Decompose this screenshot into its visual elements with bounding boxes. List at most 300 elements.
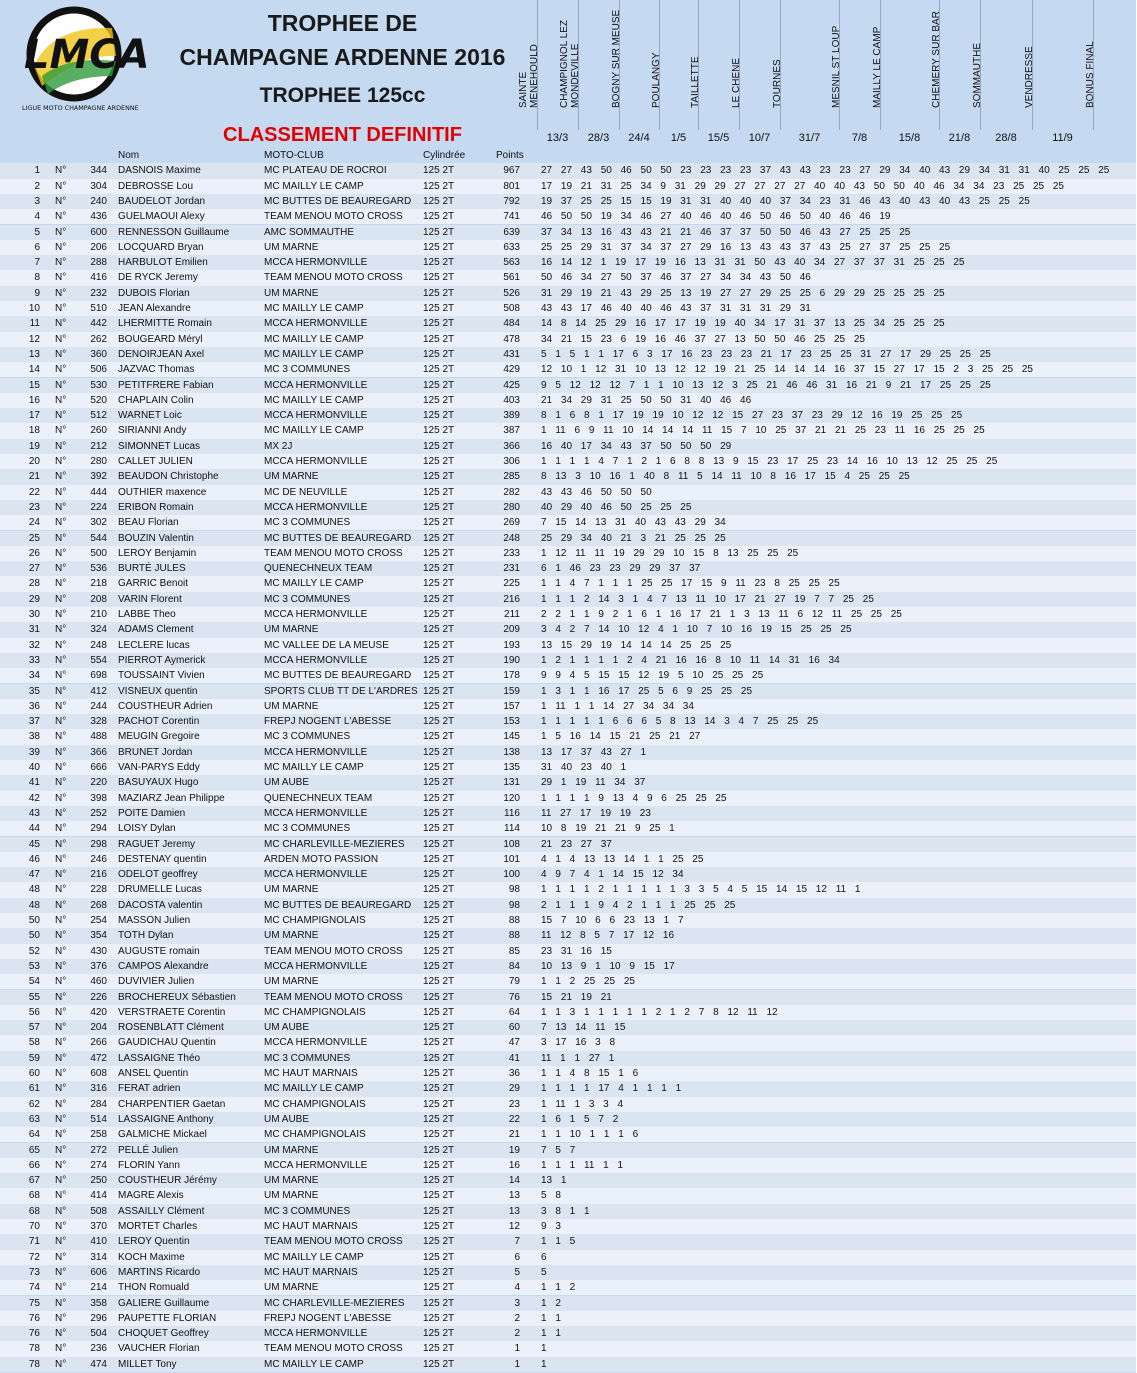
cell-race-scores: 1 1 1 1 9 13 4 9 6 25 25 25 bbox=[541, 792, 727, 804]
cell-points: 157 bbox=[503, 700, 520, 712]
cell-class: 125 2T bbox=[423, 471, 455, 483]
cell-rider-name: ASSAILLY Clément bbox=[118, 1205, 205, 1217]
table-row bbox=[0, 500, 1136, 515]
cell-club: MC MAILLY LE CAMP bbox=[264, 394, 364, 406]
cell-rank: 67 bbox=[28, 1175, 40, 1187]
cell-class: 125 2T bbox=[423, 1205, 455, 1217]
cell-club: MCCA HERMONVILLE bbox=[264, 869, 368, 881]
cell-points: 85 bbox=[508, 945, 520, 957]
cell-class: 125 2T bbox=[423, 1037, 455, 1049]
cell-race-scores: 2 2 1 1 9 2 1 6 1 16 17 21 1 3 13 11 6 12 11 25 25 25 bbox=[541, 609, 902, 620]
table-row bbox=[0, 928, 1136, 943]
cell-club: UM AUBE bbox=[264, 1113, 310, 1125]
title-line-1: TROPHEE DE bbox=[267, 10, 418, 36]
cell-rank: 1 bbox=[34, 165, 40, 177]
cell-class: 125 2T bbox=[423, 547, 455, 559]
cell-club: UM AUBE bbox=[264, 1022, 310, 1034]
table-row bbox=[0, 668, 1136, 683]
cell-no-label: N° bbox=[55, 838, 67, 850]
cell-class: 125 2T bbox=[423, 685, 455, 697]
logo-text: LMCA bbox=[24, 32, 150, 78]
cell-club: MC HAUT MARNAIS bbox=[264, 1266, 358, 1278]
cell-no-label: N° bbox=[55, 272, 67, 284]
table-row bbox=[0, 408, 1136, 423]
cell-race-scores: 3 17 16 3 8 bbox=[541, 1037, 616, 1049]
cell-points: 79 bbox=[508, 976, 520, 988]
cell-rank: 43 bbox=[28, 807, 40, 819]
cell-number: 500 bbox=[90, 547, 107, 559]
cell-points: 2 bbox=[514, 1328, 520, 1340]
cell-class: 125 2T bbox=[423, 899, 455, 911]
cell-club: UM MARNE bbox=[264, 241, 319, 253]
table-row bbox=[0, 225, 1136, 240]
cell-rider-name: BROCHEREUX Sébastien bbox=[118, 991, 236, 1003]
cell-points: 84 bbox=[508, 960, 520, 972]
table-row bbox=[0, 1051, 1136, 1066]
cell-rank: 53 bbox=[28, 960, 40, 972]
cell-class: 125 2T bbox=[423, 211, 455, 223]
cell-club: MC MAILLY LE CAMP bbox=[264, 303, 364, 314]
cell-rank: 65 bbox=[28, 1144, 40, 1156]
cell-rank: 62 bbox=[28, 1098, 40, 1110]
cell-points: 967 bbox=[503, 165, 520, 177]
cell-class: 125 2T bbox=[423, 1175, 455, 1187]
cell-rider-name: GARRIC Benoit bbox=[118, 578, 189, 590]
cell-rank: 12 bbox=[28, 333, 40, 345]
cell-race-scores: 16 40 17 34 43 37 50 50 50 29 bbox=[541, 440, 732, 452]
table-row bbox=[0, 1234, 1136, 1249]
table-row bbox=[0, 821, 1136, 836]
cell-rank: 6 bbox=[34, 241, 40, 253]
cell-no-label: N° bbox=[55, 1221, 67, 1232]
table-row bbox=[0, 301, 1136, 316]
race-date: 10/7 bbox=[748, 132, 771, 144]
race-name: TAILLETTE bbox=[690, 56, 701, 108]
cell-race-scores: 13 1 bbox=[541, 1175, 567, 1187]
cell-race-scores: 25 29 34 40 21 3 21 25 25 25 bbox=[541, 532, 726, 544]
table-row bbox=[0, 729, 1136, 744]
cell-rider-name: FERAT adrien bbox=[118, 1083, 181, 1095]
cell-club: MC MAILLY LE CAMP bbox=[264, 1358, 364, 1370]
cell-club: UM MARNE bbox=[264, 287, 319, 299]
cell-rider-name: SIRIANNI Andy bbox=[118, 425, 187, 437]
cell-class: 125 2T bbox=[423, 1022, 455, 1034]
cell-no-label: N° bbox=[55, 318, 67, 330]
cell-club: QUENECHNEUX TEAM bbox=[264, 563, 373, 575]
cell-number: 474 bbox=[90, 1358, 107, 1370]
cell-race-scores: 1 1 1 1 1 6 6 6 5 8 13 14 3 4 7 25 25 25 bbox=[541, 716, 819, 728]
cell-race-scores: 3 8 1 1 bbox=[541, 1205, 590, 1217]
cell-class: 125 2T bbox=[423, 318, 455, 330]
cell-class: 125 2T bbox=[423, 1297, 455, 1309]
cell-club: UM MARNE bbox=[264, 1282, 319, 1294]
cell-points: 366 bbox=[503, 440, 520, 452]
table-row bbox=[0, 332, 1136, 347]
table-row bbox=[0, 1280, 1136, 1295]
cell-rider-name: MAZIARZ Jean Philippe bbox=[118, 792, 225, 804]
cell-points: 131 bbox=[503, 777, 520, 789]
cell-rider-name: TOTH Dylan bbox=[118, 930, 174, 942]
cell-rider-name: PELLÉ Julien bbox=[118, 1144, 179, 1156]
cell-number: 512 bbox=[90, 410, 107, 422]
cell-number: 260 bbox=[90, 425, 107, 437]
cell-rank: 31 bbox=[28, 624, 40, 636]
cell-club: MCCA HERMONVILLE bbox=[264, 1328, 368, 1340]
cell-club: MCCA HERMONVILLE bbox=[264, 318, 368, 330]
cell-no-label: N° bbox=[55, 777, 67, 789]
cell-club: AMC SOMMAUTHE bbox=[264, 226, 354, 238]
cell-class: 125 2T bbox=[423, 654, 455, 666]
cell-race-scores: 1 11 1 1 14 27 34 34 34 bbox=[541, 700, 694, 712]
cell-rank: 5 bbox=[34, 226, 40, 238]
cell-race-scores: 1 1 1 11 1 1 bbox=[541, 1159, 624, 1171]
cell-club: TEAM MENOU MOTO CROSS bbox=[264, 547, 403, 559]
cell-rider-name: GALIERE Guillaume bbox=[118, 1297, 210, 1309]
cell-number: 248 bbox=[90, 639, 107, 651]
table-row bbox=[0, 745, 1136, 760]
cell-points: 633 bbox=[503, 241, 520, 253]
header-points: Points bbox=[496, 150, 524, 161]
cell-rank: 14 bbox=[28, 364, 40, 376]
cell-rider-name: PETITFRERE Fabian bbox=[118, 379, 214, 391]
table-row bbox=[0, 990, 1136, 1005]
cell-rider-name: ADAMS Clement bbox=[118, 624, 194, 636]
cell-race-scores: 43 43 46 50 50 50 bbox=[541, 486, 652, 498]
cell-rank: 39 bbox=[28, 746, 40, 758]
cell-rider-name: ODELOT geoffrey bbox=[118, 869, 198, 881]
cell-class: 125 2T bbox=[423, 1236, 455, 1248]
cell-race-scores: 1 11 1 3 3 4 bbox=[541, 1098, 624, 1110]
cell-rider-name: BEAUDON Christophe bbox=[118, 471, 219, 483]
table-row bbox=[0, 791, 1136, 806]
cell-number: 266 bbox=[90, 1037, 107, 1049]
cell-rank: 46 bbox=[28, 853, 40, 865]
cell-number: 244 bbox=[90, 700, 107, 712]
cell-number: 304 bbox=[90, 180, 107, 192]
cell-number: 354 bbox=[90, 930, 107, 942]
cell-points: 639 bbox=[503, 226, 520, 238]
cell-rank: 15 bbox=[28, 379, 40, 391]
cell-club: TEAM MENOU MOTO CROSS bbox=[264, 1236, 403, 1248]
cell-points: 153 bbox=[503, 716, 520, 728]
cell-no-label: N° bbox=[55, 257, 67, 269]
cell-race-scores: 1 1 2 bbox=[541, 1282, 576, 1294]
cell-club: MCCA HERMONVILLE bbox=[264, 456, 368, 467]
cell-rider-name: THON Romuald bbox=[118, 1282, 190, 1294]
cell-club: MC 3 COMMUNES bbox=[264, 517, 351, 529]
cell-no-label: N° bbox=[55, 379, 67, 391]
cell-no-label: N° bbox=[55, 211, 67, 223]
table-row bbox=[0, 515, 1136, 530]
cell-class: 125 2T bbox=[423, 1098, 455, 1110]
cell-class: 125 2T bbox=[423, 501, 455, 513]
cell-number: 294 bbox=[90, 823, 107, 835]
cell-number: 608 bbox=[90, 1068, 107, 1079]
cell-race-scores: 1 1 bbox=[541, 1328, 561, 1340]
cell-class: 125 2T bbox=[423, 425, 455, 437]
cell-class: 125 2T bbox=[423, 915, 455, 926]
cell-race-scores: 1 12 11 11 19 29 29 10 15 8 13 25 25 25 bbox=[541, 547, 799, 559]
cell-club: MCCA HERMONVILLE bbox=[264, 1037, 368, 1049]
cell-club: FREPJ NOGENT L'ABESSE bbox=[264, 716, 392, 728]
cell-no-label: N° bbox=[55, 394, 67, 406]
cell-class: 125 2T bbox=[423, 1190, 455, 1202]
cell-number: 606 bbox=[90, 1266, 107, 1278]
cell-no-label: N° bbox=[55, 685, 67, 697]
cell-rank: 24 bbox=[28, 517, 40, 529]
cell-rank: 4 bbox=[34, 211, 40, 223]
cell-class: 125 2T bbox=[423, 823, 455, 835]
cell-rank: 20 bbox=[28, 456, 40, 467]
cell-points: 225 bbox=[503, 578, 520, 590]
cell-rider-name: DUBOIS Florian bbox=[118, 287, 190, 299]
cell-number: 212 bbox=[90, 440, 107, 452]
cell-race-scores: 6 bbox=[541, 1251, 547, 1263]
cell-race-scores: 10 13 9 1 10 9 15 17 bbox=[541, 960, 675, 972]
cell-number: 410 bbox=[90, 1236, 107, 1248]
race-date: 28/8 bbox=[995, 132, 1017, 144]
cell-class: 125 2T bbox=[423, 456, 455, 467]
cell-race-scores: 7 13 14 11 15 bbox=[541, 1022, 626, 1034]
cell-number: 506 bbox=[90, 364, 107, 376]
cell-number: 698 bbox=[90, 670, 107, 682]
cell-no-label: N° bbox=[55, 731, 67, 743]
cell-class: 125 2T bbox=[423, 624, 455, 636]
cell-club: MC MAILLY LE CAMP bbox=[264, 762, 364, 773]
cell-rank: 32 bbox=[28, 639, 40, 651]
cell-number: 444 bbox=[90, 486, 107, 498]
cell-number: 220 bbox=[90, 777, 107, 789]
cell-rank: 47 bbox=[28, 869, 40, 881]
cell-rank: 78 bbox=[28, 1343, 40, 1355]
cell-class: 125 2T bbox=[423, 746, 455, 758]
cell-race-scores: 21 34 29 31 25 50 50 31 40 46 46 bbox=[541, 394, 752, 406]
cell-club: MC BUTTES DE BEAUREGARD bbox=[264, 899, 412, 911]
cell-points: 13 bbox=[508, 1205, 520, 1217]
cell-rider-name: BASUYAUX Hugo bbox=[118, 777, 199, 789]
cell-number: 280 bbox=[90, 456, 107, 467]
cell-points: 23 bbox=[508, 1098, 520, 1110]
cell-rider-name: BOUGEARD Méryl bbox=[118, 333, 203, 345]
cell-race-scores: 23 31 16 15 bbox=[541, 945, 612, 957]
cell-rank: 64 bbox=[28, 1129, 40, 1141]
cell-class: 125 2T bbox=[423, 853, 455, 865]
cell-number: 442 bbox=[90, 318, 107, 330]
cell-points: 285 bbox=[503, 471, 520, 483]
race-date: 7/8 bbox=[851, 132, 868, 144]
table-row bbox=[0, 1066, 1136, 1081]
cell-rank: 28 bbox=[28, 578, 40, 590]
race-date: 24/4 bbox=[628, 132, 650, 144]
cell-points: 248 bbox=[503, 532, 520, 544]
cell-number: 210 bbox=[90, 609, 107, 620]
cell-rank: 68 bbox=[28, 1190, 40, 1202]
cell-no-label: N° bbox=[55, 654, 67, 666]
cell-no-label: N° bbox=[55, 1358, 67, 1370]
cell-rank: 50 bbox=[28, 915, 40, 926]
title-line-4: CLASSEMENT DEFINITIF bbox=[223, 124, 462, 146]
cell-number: 250 bbox=[90, 1175, 107, 1187]
cell-no-label: N° bbox=[55, 456, 67, 467]
cell-number: 414 bbox=[90, 1190, 107, 1202]
cell-race-scores: 1 1 4 8 15 1 6 bbox=[541, 1068, 639, 1079]
race-name: SAINTE MENEHOULD bbox=[518, 44, 540, 108]
race-date: 13/3 bbox=[546, 132, 569, 144]
cell-number: 324 bbox=[90, 624, 107, 636]
cell-club: MC 3 COMMUNES bbox=[264, 731, 351, 743]
cell-rider-name: DUVIVIER Julien bbox=[118, 976, 195, 988]
table-row bbox=[0, 1173, 1136, 1188]
cell-race-scores: 4 1 4 13 13 14 1 1 25 25 bbox=[541, 853, 704, 865]
cell-class: 125 2T bbox=[423, 670, 455, 682]
cell-rank: 45 bbox=[28, 838, 40, 850]
cell-race-scores: 13 17 37 43 27 1 bbox=[541, 746, 647, 758]
cell-points: 280 bbox=[503, 501, 520, 513]
cell-race-scores: 1 2 1 1 1 1 2 4 21 16 16 8 10 11 14 31 16 34 bbox=[541, 654, 840, 666]
cell-club: MC MAILLY LE CAMP bbox=[264, 348, 364, 360]
cell-rider-name: AUGUSTE romain bbox=[118, 945, 200, 957]
cell-race-scores: 21 23 27 37 bbox=[541, 838, 612, 850]
cell-club: UM AUBE bbox=[264, 777, 310, 789]
cell-race-scores: 31 40 23 40 1 bbox=[541, 762, 627, 773]
cell-class: 125 2T bbox=[423, 960, 455, 972]
cell-rank: 27 bbox=[28, 563, 40, 575]
cell-rank: 11 bbox=[29, 318, 40, 330]
cell-no-label: N° bbox=[55, 1037, 67, 1049]
table-row bbox=[0, 867, 1136, 882]
table-row bbox=[0, 1097, 1136, 1112]
cell-race-scores: 5 bbox=[541, 1266, 547, 1278]
cell-number: 358 bbox=[90, 1297, 107, 1309]
table-row bbox=[0, 775, 1136, 790]
cell-race-scores: 6 1 46 23 23 29 29 37 37 bbox=[541, 563, 701, 575]
cell-rank: 3 bbox=[34, 195, 40, 207]
cell-number: 254 bbox=[90, 915, 107, 926]
header-club: MOTO-CLUB bbox=[264, 150, 324, 161]
cell-points: 269 bbox=[503, 517, 520, 529]
cell-points: 98 bbox=[508, 884, 520, 896]
cell-class: 125 2T bbox=[423, 257, 455, 269]
cell-points: 114 bbox=[504, 823, 520, 835]
cell-class: 125 2T bbox=[423, 563, 455, 575]
cell-no-label: N° bbox=[55, 1083, 67, 1095]
cell-rank: 54 bbox=[28, 976, 40, 988]
cell-points: 145 bbox=[503, 731, 520, 743]
cell-points: 88 bbox=[508, 930, 520, 942]
cell-points: 5 bbox=[514, 1266, 520, 1278]
cell-club: MC CHARLEVILLE-MEZIERES bbox=[264, 1297, 405, 1309]
cell-rank: 50 bbox=[28, 930, 40, 942]
cell-number: 666 bbox=[90, 762, 107, 773]
cell-rank: 72 bbox=[28, 1251, 40, 1263]
cell-club: MCCA HERMONVILLE bbox=[264, 807, 368, 819]
cell-class: 125 2T bbox=[423, 1144, 455, 1156]
table-row bbox=[0, 286, 1136, 301]
cell-club: MCCA HERMONVILLE bbox=[264, 654, 368, 666]
cell-class: 125 2T bbox=[423, 180, 455, 192]
cell-rank: 76 bbox=[28, 1312, 40, 1324]
cell-no-label: N° bbox=[55, 501, 67, 513]
cell-number: 412 bbox=[90, 685, 107, 697]
cell-race-scores: 29 1 19 11 34 37 bbox=[541, 777, 646, 789]
cell-class: 125 2T bbox=[423, 700, 455, 712]
cell-points: 425 bbox=[503, 379, 520, 391]
race-date: 1/5 bbox=[670, 132, 687, 144]
table-row bbox=[0, 362, 1136, 377]
cell-number: 316 bbox=[90, 1083, 107, 1095]
cell-points: 12 bbox=[508, 1221, 520, 1232]
cell-points: 13 bbox=[508, 1190, 520, 1202]
cell-points: 429 bbox=[503, 364, 520, 376]
cell-class: 125 2T bbox=[423, 364, 455, 376]
cell-number: 314 bbox=[90, 1251, 107, 1263]
cell-rank: 29 bbox=[28, 593, 40, 605]
cell-club: MC CHAMPIGNOLAIS bbox=[264, 915, 366, 926]
cell-points: 6 bbox=[514, 1251, 520, 1263]
cell-rider-name: VISNEUX quentin bbox=[118, 685, 198, 697]
cell-points: 178 bbox=[503, 670, 520, 682]
cell-number: 258 bbox=[90, 1129, 107, 1141]
cell-club: MC MAILLY LE CAMP bbox=[264, 333, 364, 345]
cell-number: 510 bbox=[90, 303, 107, 314]
cell-race-scores: 50 46 34 27 50 37 46 37 27 34 34 43 50 46 bbox=[541, 272, 811, 284]
race-name: TOURNES bbox=[772, 59, 783, 108]
cell-rank: 25 bbox=[28, 532, 40, 544]
race-name: CHEMERY SUR BAR bbox=[931, 11, 942, 108]
cell-race-scores: 19 37 25 25 15 15 19 31 31 40 40 40 37 34 23 31 46 43 40 43 40 43 25 25 25 bbox=[541, 195, 1030, 207]
cell-class: 125 2T bbox=[423, 731, 455, 743]
cell-number: 544 bbox=[90, 532, 107, 544]
cell-rider-name: ANSEL Quentin bbox=[118, 1068, 189, 1079]
cell-no-label: N° bbox=[55, 517, 67, 529]
cell-points: 1 bbox=[514, 1343, 520, 1355]
cell-rider-name: RENNESSON Guillaume bbox=[118, 226, 230, 238]
table-row bbox=[0, 1219, 1136, 1234]
cell-rider-name: ROSENBLATT Clément bbox=[118, 1022, 224, 1034]
table-row bbox=[0, 622, 1136, 637]
cell-club: MC CHAMPIGNOLAIS bbox=[264, 1129, 366, 1141]
cell-rider-name: MARTINS Ricardo bbox=[118, 1266, 201, 1278]
cell-no-label: N° bbox=[55, 1266, 67, 1278]
cell-number: 288 bbox=[90, 257, 107, 269]
cell-points: 7 bbox=[514, 1236, 520, 1248]
cell-no-label: N° bbox=[55, 241, 67, 253]
race-date bbox=[1093, 132, 1136, 146]
table-row bbox=[0, 944, 1136, 959]
cell-points: 801 bbox=[503, 180, 520, 192]
cell-no-label: N° bbox=[55, 807, 67, 819]
cell-rider-name: DENOIRJEAN Axel bbox=[118, 348, 205, 360]
cell-number: 206 bbox=[90, 241, 107, 253]
table-row bbox=[0, 163, 1136, 178]
cell-rider-name: LASSAIGNE Anthony bbox=[118, 1113, 214, 1125]
cell-rider-name: VAUCHER Florian bbox=[118, 1343, 200, 1355]
cell-no-label: N° bbox=[55, 471, 67, 483]
cell-race-scores: 8 13 3 10 16 1 40 8 11 5 14 11 10 8 16 17 15 4 25 25 25 bbox=[541, 471, 910, 483]
cell-class: 125 2T bbox=[423, 1251, 455, 1263]
table-row bbox=[0, 714, 1136, 729]
table-row bbox=[0, 1127, 1136, 1142]
cell-race-scores: 4 9 7 4 1 14 15 12 34 bbox=[541, 869, 684, 881]
cell-class: 125 2T bbox=[423, 333, 455, 345]
cell-race-scores: 1 1 1 1 2 1 1 1 1 1 3 3 5 4 5 15 14 15 12 11 1 bbox=[541, 884, 861, 896]
cell-club: MC MAILLY LE CAMP bbox=[264, 180, 364, 192]
cell-club: MC 3 COMMUNES bbox=[264, 1205, 351, 1217]
race-name: SOMMAUTHE bbox=[972, 43, 983, 108]
cell-class: 125 2T bbox=[423, 379, 455, 391]
table-row bbox=[0, 1035, 1136, 1050]
cell-number: 472 bbox=[90, 1052, 107, 1064]
